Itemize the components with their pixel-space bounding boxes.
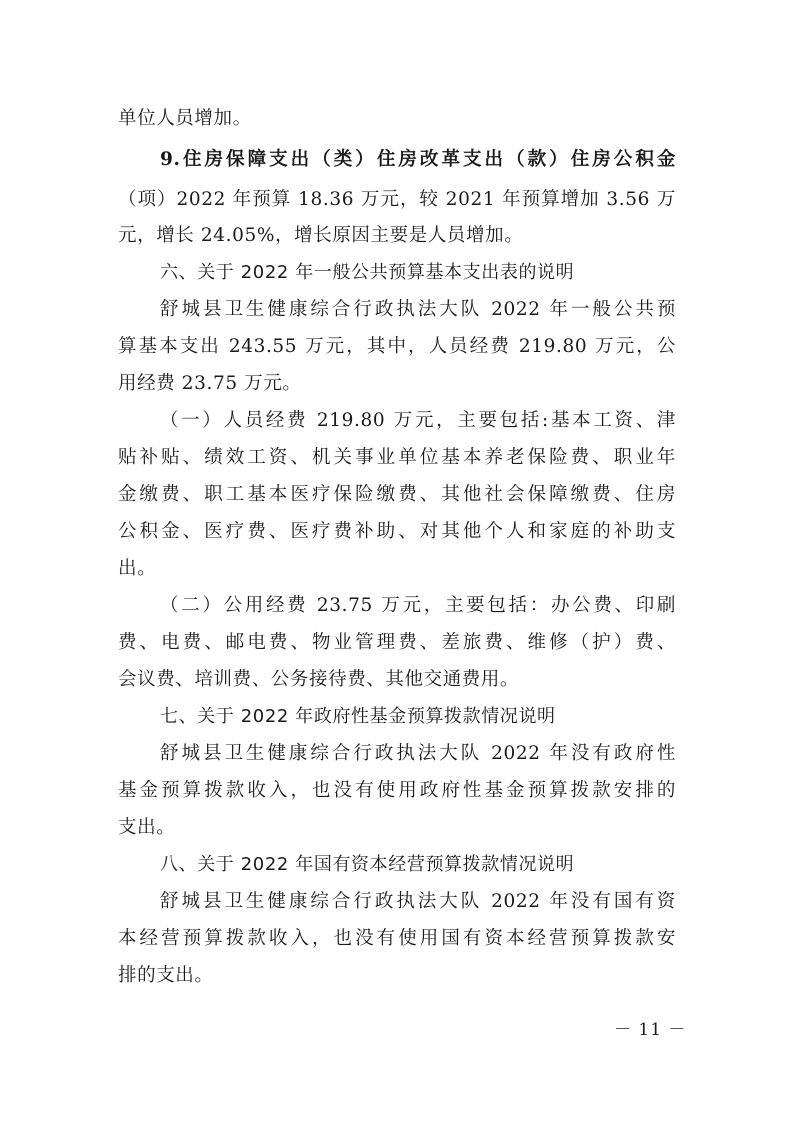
- page-number: － 11 －: [614, 1020, 687, 1040]
- text-line: 出。: [118, 558, 157, 579]
- section-heading-7: 七、关于 2022 年政府性基金预算拨款情况说明: [160, 706, 556, 727]
- text-line: 金缴费、职工基本医疗保险缴费、其他社会保障缴费、住房: [118, 484, 676, 505]
- text-line: （二）公用经费 23.75 万元，主要包括：办公费、印刷: [160, 595, 676, 616]
- text-line: （一）人员经费 219.80 万元，主要包括:基本工资、津: [160, 410, 676, 431]
- text-line: 公积金、医疗费、医疗费补助、对其他个人和家庭的补助支: [118, 521, 676, 542]
- text-line: 基金预算拨款收入，也没有使用政府性基金预算拨款安排的: [118, 780, 676, 801]
- text-line: 舒城县卫生健康综合行政执法大队 2022 年没有政府性: [160, 743, 676, 764]
- text-line: 排的支出。: [118, 965, 214, 986]
- section-heading-6: 六、关于 2022 年一般公共预算基本支出表的说明: [160, 262, 575, 283]
- text-line: 支出。: [118, 817, 176, 838]
- text-line: 舒城县卫生健康综合行政执法大队 2022 年没有国有资: [160, 891, 676, 912]
- text-line: 会议费、培训费、公务接待费、其他交通费用。: [118, 669, 520, 690]
- text-line: 单位人员增加。: [118, 108, 252, 129]
- text-line: 算基本支出 243.55 万元，其中，人员经费 219.80 万元，公: [118, 336, 676, 357]
- text-line: 本经营预算拨款收入，也没有使用国有资本经营预算拨款安: [118, 928, 676, 949]
- text-line: 舒城县卫生健康综合行政执法大队 2022 年一般公共预: [160, 299, 676, 320]
- text-line: 元，增长 24.05%，增长原因主要是人员增加。: [118, 225, 524, 246]
- text-line: 贴补贴、绩效工资、机关事业单位基本养老保险费、职业年: [118, 447, 676, 468]
- section-heading-8: 八、关于 2022 年国有资本经营预算拨款情况说明: [160, 854, 575, 875]
- item-heading-housing: 9.住房保障支出（类）住房改革支出（款）住房公积金: [160, 149, 676, 170]
- text-line: 用经费 23.75 万元。: [118, 373, 302, 394]
- text-line: 费、电费、邮电费、物业管理费、差旅费、维修（护）费、: [118, 632, 676, 653]
- text-line: （项）2022 年预算 18.36 万元，较 2021 年预算增加 3.56 万: [118, 189, 676, 210]
